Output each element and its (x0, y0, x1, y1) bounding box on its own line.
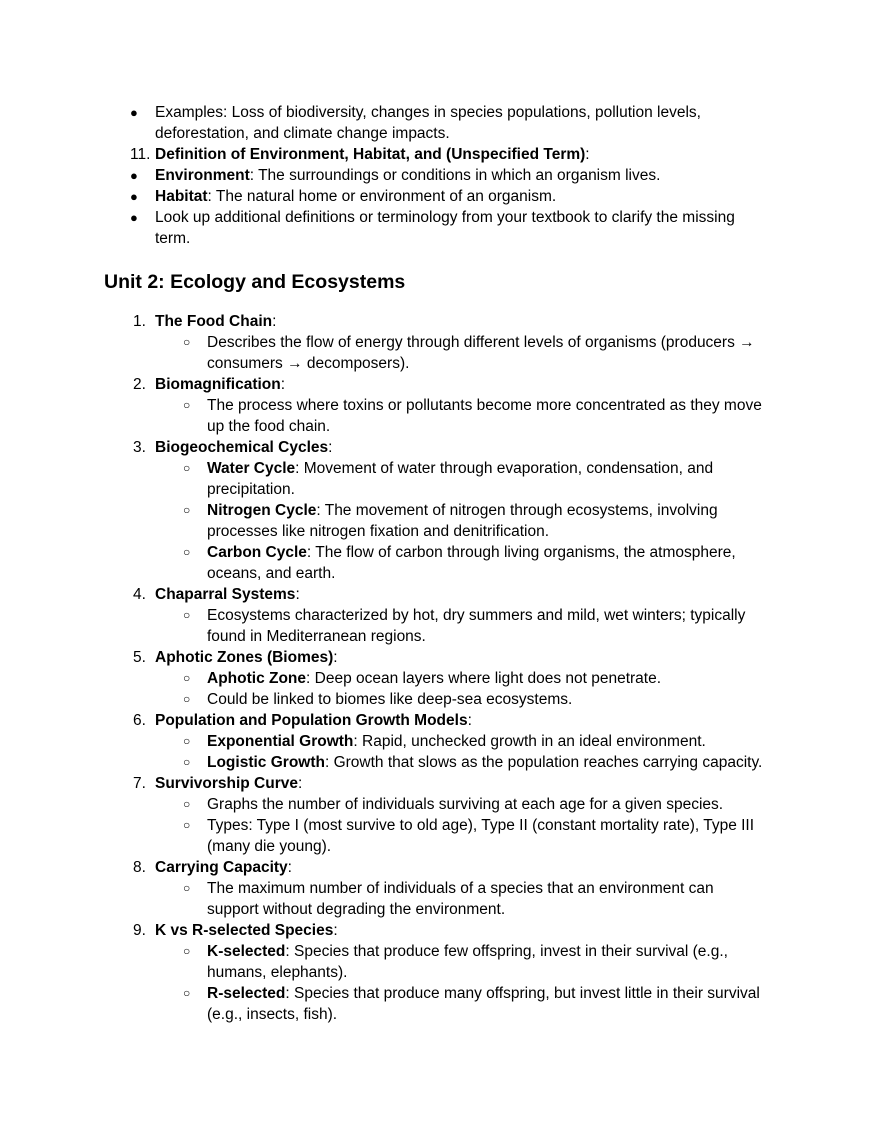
sub-item-r-selected (207, 983, 760, 1004)
environment-definition (155, 165, 660, 186)
term: Water Cycle (207, 460, 296, 477)
item-title: Biomagnification (155, 376, 281, 393)
list-number: 2. (133, 376, 146, 393)
item-title: Population and Population Growth Models (155, 712, 468, 729)
circle-bullet-icon: ○ (183, 692, 191, 706)
item-k-vs-r-selected (155, 920, 338, 941)
term: R-selected (207, 985, 286, 1002)
item-title: Aphotic Zones (Biomes) (155, 649, 334, 666)
colon: : (295, 586, 300, 603)
bullet-icon: ● (130, 105, 138, 120)
item-food-chain (155, 311, 276, 332)
list-number: 8. (133, 859, 146, 876)
sub-item-carbon-cycle (207, 542, 736, 563)
sub-item-cont: consumers → decomposers). (207, 355, 410, 372)
colon: : (333, 922, 338, 939)
sub-item: Types: Type I (most survive to old age), Type II (constant mortality rate), Type III (207, 817, 755, 834)
sub-item: Graphs the number of individuals surviving at each age for a given species. (207, 796, 724, 813)
item-title: Chaparral Systems (155, 586, 296, 603)
colon: : (333, 649, 338, 666)
colon: : (272, 313, 277, 330)
circle-bullet-icon: ○ (183, 461, 191, 475)
circle-bullet-icon: ○ (183, 986, 191, 1000)
circle-bullet-icon: ○ (183, 944, 191, 958)
circle-bullet-icon: ○ (183, 335, 191, 349)
lookup-note: Look up additional definitions or terminology from your textbook to clarify the missing (155, 209, 735, 226)
term: Nitrogen Cycle (207, 502, 317, 519)
list-number: 11. (130, 146, 151, 163)
colon: : (328, 439, 333, 456)
item-biomagnification (155, 374, 285, 395)
habitat-definition (155, 186, 556, 207)
item-carrying-capacity (155, 857, 292, 878)
circle-bullet-icon: ○ (183, 545, 191, 559)
sub-item-logistic-growth (207, 752, 762, 773)
list-number: 5. (133, 649, 146, 666)
item-population-growth-models (155, 710, 472, 731)
term: Carbon Cycle (207, 544, 307, 561)
circle-bullet-icon: ○ (183, 797, 191, 811)
item-title: The Food Chain (155, 313, 273, 330)
term: Exponential Growth (207, 733, 354, 750)
item-survivorship-curve (155, 773, 302, 794)
examples-line: Examples: Loss of biodiversity, changes in species populations, pollution levels, (155, 104, 701, 121)
definition-heading (155, 144, 590, 165)
sub-item-cont: found in Mediterranean regions. (207, 628, 426, 645)
sub-item-cont: processes like nitrogen fixation and denitrification. (207, 523, 550, 540)
definition: : The flow of carbon through living organisms, the atmosphere, (306, 544, 736, 561)
sub-item-k-selected (207, 941, 728, 962)
term: Environment (155, 167, 250, 184)
definition: : Species that produce many offspring, but invest little in their survival (285, 985, 760, 1002)
circle-bullet-icon: ○ (183, 755, 191, 769)
bullet-icon: ● (130, 189, 138, 204)
sub-item-water-cycle (207, 458, 713, 479)
sub-item-cont: (e.g., insects, fish). (207, 1006, 338, 1023)
term: Logistic Growth (207, 754, 325, 771)
term: Habitat (155, 188, 208, 205)
definition: : Growth that slows as the population reaches carrying capacity. (324, 754, 763, 771)
sub-item: Describes the flow of energy through different levels of organisms (producers → (207, 334, 755, 351)
colon: : (280, 376, 286, 393)
definition: : The surroundings or conditions in which an organism lives. (249, 167, 661, 184)
sub-item-cont: up the food chain. (207, 418, 331, 435)
definition: : The natural home or environment of an organism. (207, 188, 557, 205)
list-number: 1. (133, 313, 146, 330)
circle-bullet-icon: ○ (183, 818, 191, 832)
list-number: 3. (133, 439, 146, 456)
section-heading: Unit 2: Ecology and Ecosystems (104, 271, 406, 293)
item-chaparral-systems (155, 584, 300, 605)
definition: : Movement of water through evaporation, condensation, and (295, 460, 714, 477)
item-title: Biogeochemical Cycles (155, 439, 329, 456)
sub-item-exponential-growth (207, 731, 706, 752)
examples-line-cont: deforestation, and climate change impacts. (155, 125, 450, 142)
colon: : (287, 859, 292, 876)
definition: : The movement of nitrogen through ecosystems, involving (316, 502, 718, 519)
bullet-icon: ● (130, 210, 138, 225)
item-title: K vs R-selected Species (155, 922, 334, 939)
circle-bullet-icon: ○ (183, 881, 191, 895)
sub-item: The maximum number of individuals of a species that an environment can (207, 880, 714, 897)
sub-item-aphotic-zone (207, 668, 661, 689)
list-number: 9. (133, 922, 146, 939)
definition-heading-title: Definition of Environment, Habitat, and (Unspecified Term) (155, 146, 586, 163)
list-number: 6. (133, 712, 146, 729)
definition: : Deep ocean layers where light does not penetrate. (306, 670, 662, 687)
circle-bullet-icon: ○ (183, 503, 191, 517)
sub-item: Ecosystems characterized by hot, dry summers and mild, wet winters; typically (207, 607, 746, 624)
definition: : Rapid, unchecked growth in an ideal environment. (353, 733, 706, 750)
item-biogeochemical-cycles (155, 437, 332, 458)
definition: : Species that produce few offspring, invest in their survival (e.g., (285, 943, 728, 960)
item-title: Carrying Capacity (155, 859, 288, 876)
circle-bullet-icon: ○ (183, 398, 191, 412)
term: K-selected (207, 943, 286, 960)
list-number: 4. (133, 586, 146, 603)
colon: : (585, 146, 590, 163)
sub-item-cont: humans, elephants). (207, 964, 348, 981)
colon: : (298, 775, 303, 792)
circle-bullet-icon: ○ (183, 734, 191, 748)
circle-bullet-icon: ○ (183, 608, 191, 622)
list-number: 7. (133, 775, 146, 792)
sub-item-cont: oceans, and earth. (207, 565, 336, 582)
sub-item-cont: (many die young). (207, 838, 332, 855)
item-title: Survivorship Curve (155, 775, 298, 792)
sub-item-cont: support without degrading the environment. (207, 901, 506, 918)
lookup-note-cont: term. (155, 230, 191, 247)
colon: : (467, 712, 472, 729)
sub-item: Could be linked to biomes like deep-sea ecosystems. (207, 691, 573, 708)
term: Aphotic Zone (207, 670, 307, 687)
sub-item: The process where toxins or pollutants become more concentrated as they move (207, 397, 762, 414)
item-aphotic-zones (155, 647, 338, 668)
sub-item-cont: precipitation. (207, 481, 295, 498)
bullet-icon: ● (130, 168, 138, 183)
circle-bullet-icon: ○ (183, 671, 191, 685)
sub-item-nitrogen-cycle (207, 500, 718, 521)
